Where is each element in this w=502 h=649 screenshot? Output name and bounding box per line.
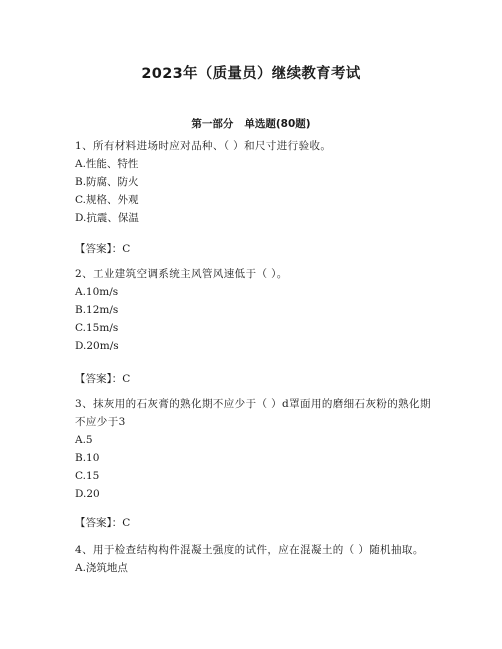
option: D.20 (75, 488, 100, 500)
question-text: 1、所有材料进场时应对品种、（ ）和尺寸进行验收。 (75, 140, 332, 152)
option: C.15m/s (75, 322, 119, 334)
question-1 (75, 137, 435, 227)
question-3 (75, 395, 435, 503)
question-4 (75, 541, 435, 577)
option: A.5 (75, 434, 93, 446)
option: A.浇筑地点 (75, 562, 128, 574)
option: B.防腐、防火 (75, 176, 139, 188)
answer-1: 【答案】：C (75, 243, 131, 255)
option: D.抗震、保温 (75, 212, 139, 224)
option: B.10 (75, 452, 100, 464)
option: A.10m/s (75, 286, 119, 298)
option: A.性能、特性 (75, 158, 139, 170)
question-text: 4、用于检查结构构件混凝土强度的试件，应在混凝土的（ ）随机抽取。 (75, 544, 424, 556)
option: D.20m/s (75, 340, 119, 352)
option: B.12m/s (75, 304, 119, 316)
answer-2: 【答案】：C (75, 373, 131, 385)
answer-3: 【答案】：C (75, 517, 131, 529)
question-text: 2、工业建筑空调系统主风管风速低于（ ）。 (75, 268, 288, 280)
option: C.15 (75, 470, 100, 482)
document-title: 2023年（质量员）继续教育考试 (141, 66, 361, 82)
question-text: 3、抹灰用的石灰膏的熟化期不应少于（ ）d罩面用的磨细石灰粉的熟化期不应少于3 (75, 398, 431, 428)
option: C.规格、外观 (75, 194, 139, 206)
question-2 (75, 265, 435, 355)
section-heading: 第一部分 单选题(80题) (191, 118, 311, 130)
